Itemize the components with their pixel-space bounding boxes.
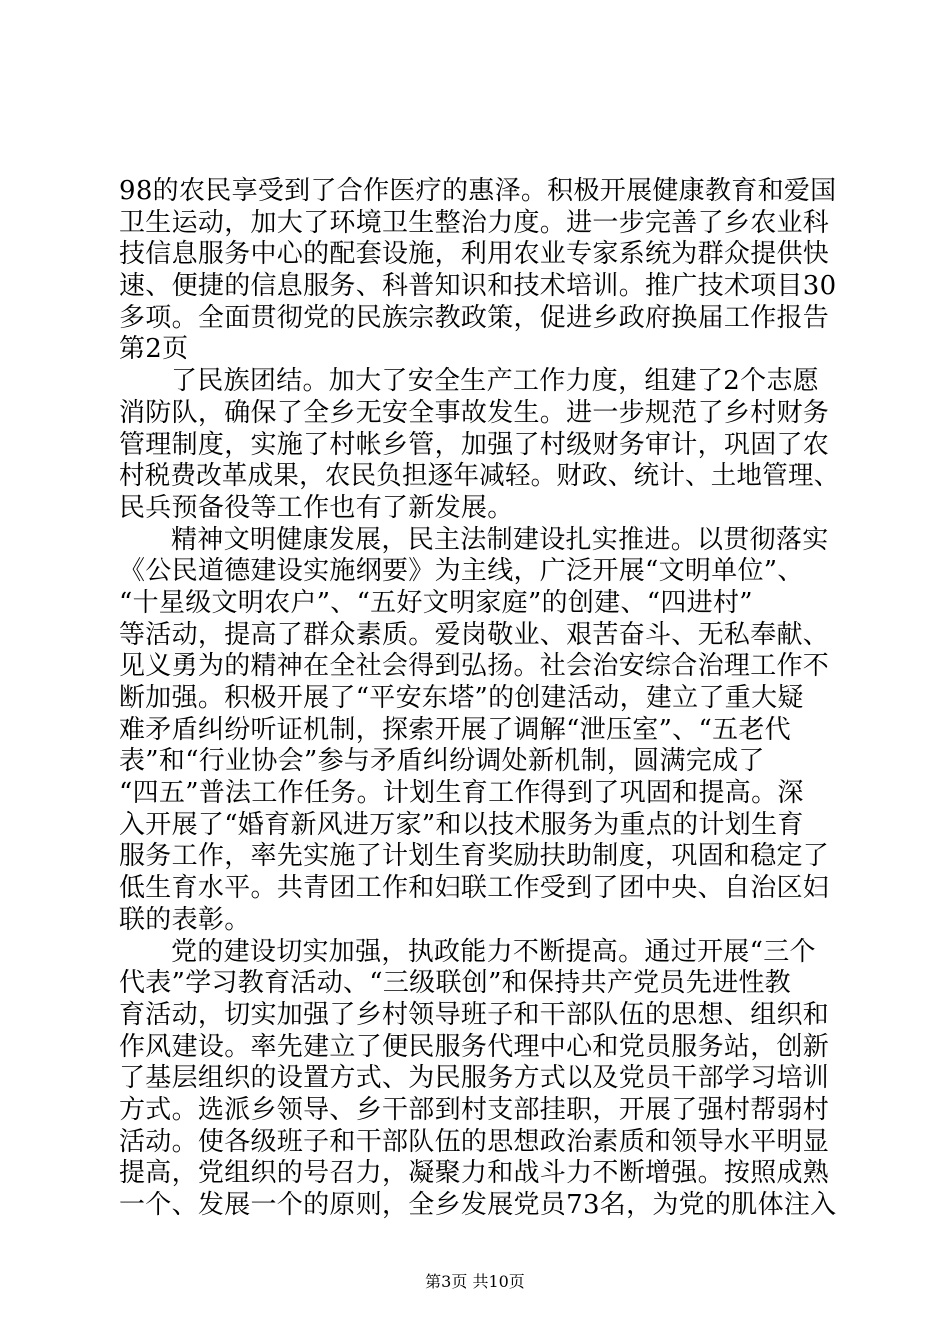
text-line: 了民族团结。加大了安全生产工作力度，组建了2个志愿 xyxy=(171,366,820,397)
text-line: 难矛盾纠纷听证机制，探索开展了调解“泄压室”、“五老代 xyxy=(119,714,791,745)
page-number: 第3页 共10页 xyxy=(425,1272,525,1291)
text-line: 第2页 xyxy=(119,334,189,365)
text-line: 速、便捷的信息服务、科普知识和技术培训。推广技术项目30 xyxy=(119,271,837,302)
text-line: “四五”普法工作任务。计划生育工作得到了巩固和提高。深 xyxy=(119,778,804,809)
text-line: 联的表彰。 xyxy=(119,904,251,935)
text-line: 活动。使各级班子和干部队伍的思想政治素质和领导水平明显 xyxy=(119,1126,830,1157)
text-line: 服务工作，率先实施了计划生育奖励扶助制度，巩固和稳定了 xyxy=(119,841,830,872)
text-line: 断加强。积极开展了“平安东塔”的创建活动，建立了重大疑 xyxy=(119,683,804,713)
text-line: 村税费改革成果，农民负担逐年减轻。财政、统计、土地管理、 xyxy=(119,461,840,492)
text-line: 作风建设。率先建立了便民服务代理中心和党员服务站，创新 xyxy=(119,1031,830,1062)
document-body xyxy=(119,176,839,1222)
text-line: 民兵预备役等工作也有了新发展。 xyxy=(119,492,514,523)
text-line: 方式。选派乡领导、乡干部到村支部挂职，开展了强村帮弱村 xyxy=(119,1094,830,1125)
text-line: 等活动，提高了群众素质。爱岗敬业、艰苦奋斗、无私奉献、 xyxy=(119,619,830,650)
text-line: 技信息服务中心的配套设施，利用农业专家系统为群众提供快 xyxy=(119,239,830,270)
text-line: 精神文明健康发展，民主法制建设扎实推进。以贯彻落实 xyxy=(171,524,829,555)
text-line: 一个、发展一个的原则，全乡发展党员73名，为党的肌体注入 xyxy=(119,1190,837,1220)
text-line: 管理制度，实施了村帐乡管，加强了村级财务审计，巩固了农 xyxy=(119,429,830,460)
text-line: 98的农民享受到了合作医疗的惠泽。积极开展健康教育和爱国 xyxy=(119,176,837,206)
text-line: 育活动，切实加强了乡村领导班子和干部队伍的思想、组织和 xyxy=(119,999,830,1030)
text-line: 了基层组织的设置方式、为民服务方式以及党员干部学习培训 xyxy=(119,1063,830,1094)
text-line: 多项。全面贯彻党的民族宗教政策，促进乡政府换届工作报告 xyxy=(119,302,830,333)
text-line: 提高，党组织的号召力，凝聚力和战斗力不断增强。按照成熟 xyxy=(119,1158,830,1189)
text-line: 低生育水平。共青团工作和妇联工作受到了团中央、自治区妇 xyxy=(119,873,830,904)
text-line: 见义勇为的精神在全社会得到弘扬。社会治安综合治理工作不 xyxy=(119,651,830,682)
text-line: 代表”学习教育活动、“三级联创”和保持共产党员先进性教 xyxy=(119,968,791,999)
text-line: 消防队，确保了全乡无安全事故发生。进一步规范了乡村财务 xyxy=(119,397,830,428)
text-line: 《公民道德建设实施纲要》为主线，广泛开展“文明单位”、 xyxy=(119,556,804,587)
text-line: 入开展了“婚育新风进万家”和以技术服务为重点的计划生育 xyxy=(119,809,804,840)
text-line: 表”和“行业协会”参与矛盾纠纷调处新机制，圆满完成了 xyxy=(119,746,765,777)
text-line: “十星级文明农户”、“五好文明家庭”的创建、“四进村” xyxy=(119,587,753,618)
text-line: 卫生运动，加大了环境卫生整治力度。进一步完善了乡农业科 xyxy=(119,207,830,238)
page-footer xyxy=(0,1272,950,1292)
text-line: 党的建设切实加强，执政能力不断提高。通过开展“三个 xyxy=(171,936,816,967)
